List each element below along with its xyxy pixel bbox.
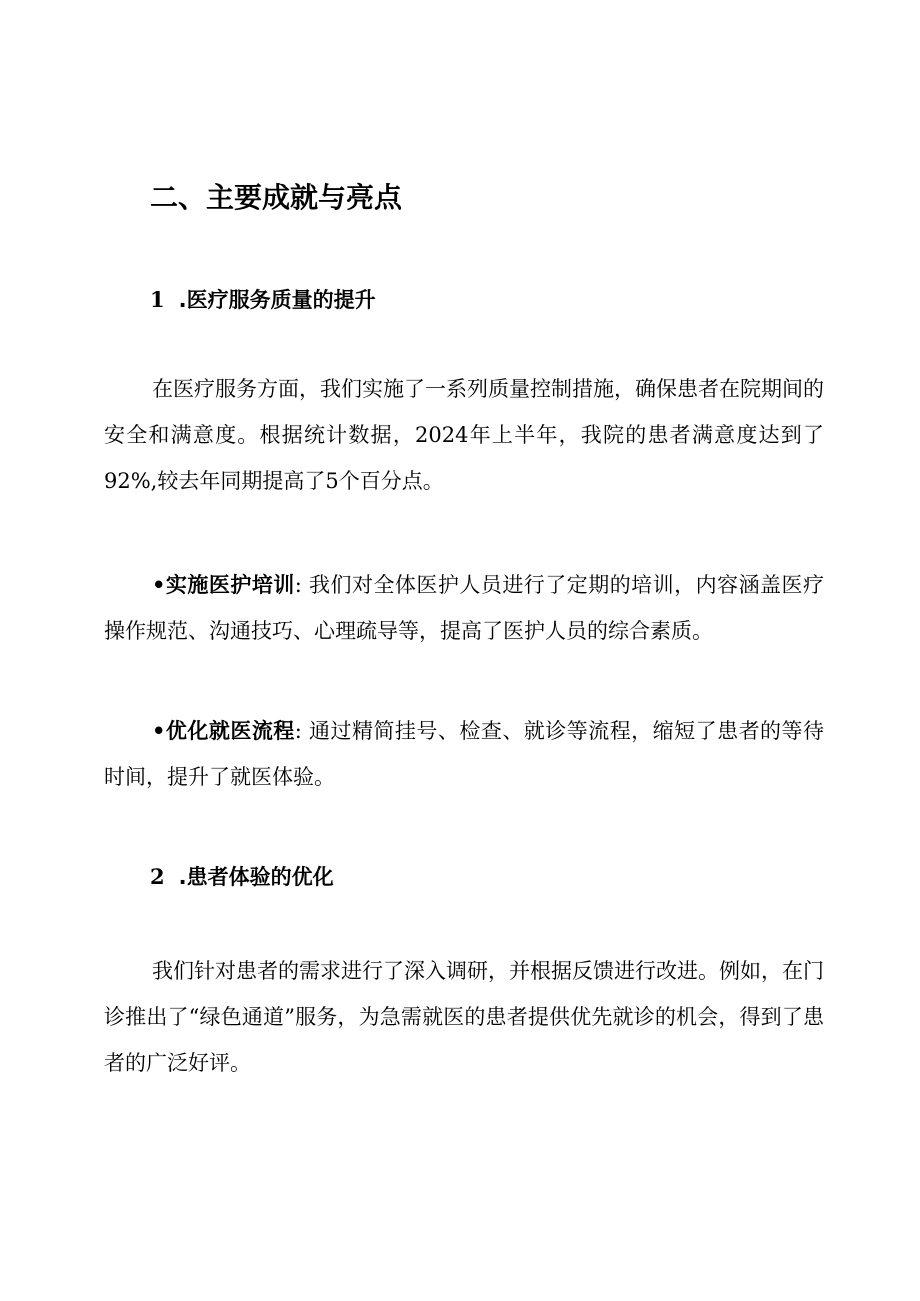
subsection-1-paragraph: 在医疗服务方面，我们实施了一系列质量控制措施，确保患者在院期间的安全和满意度。根据统计数据，2024年上半年，我院的患者满意度达到了92%,较去年同期提高了5个百分点。 — [104, 377, 824, 493]
bullet-training — [104, 562, 824, 654]
bullet-process-label: •优化就医流程 — [152, 719, 295, 743]
subsection-2-number: 2 — [150, 864, 165, 889]
section-title: 二、主要成就与亮点 — [150, 181, 403, 214]
subsection-2-paragraph: 我们针对患者的需求进行了深入调研，并根据反馈进行改进。例如，在门诊推出了“绿色通道”服务，为急需就医的患者提供优先就诊的机会，得到了患者的广泛好评。 — [104, 959, 824, 1075]
bullet-training-label: •实施医护培训 — [152, 573, 295, 597]
subsection-2-heading — [150, 862, 334, 892]
bullet-training-text: : 我们对全体医护人员进行了定期的培训，内容涵盖医疗操作规范、沟通技巧、心理疏导等，提高了医护人员的综合素质。 — [104, 573, 825, 643]
bullet-process — [104, 708, 824, 800]
subsection-1-number: 1 — [150, 287, 165, 312]
subsection-1-heading — [150, 285, 376, 315]
bullet-process-text: : 通过精简挂号、检查、就诊等流程，缩短了患者的等待时间，提升了就医体验。 — [104, 719, 825, 789]
subsection-2-title: .患者体验的优化 — [178, 865, 334, 889]
subsection-1-title: .医疗服务质量的提升 — [178, 288, 376, 312]
